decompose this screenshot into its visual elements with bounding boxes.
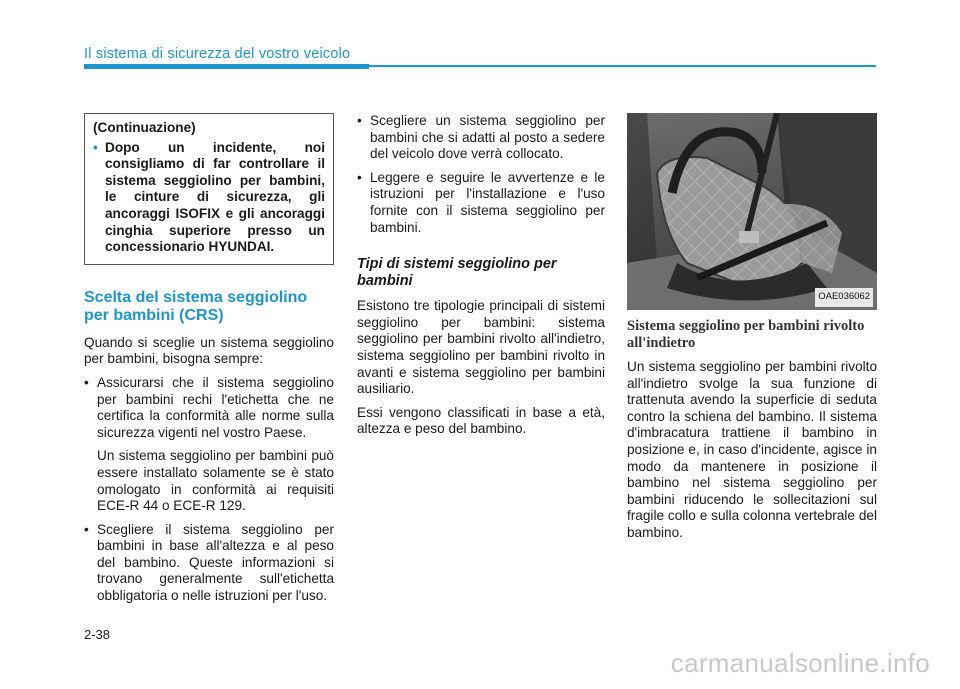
list-item [84, 522, 334, 605]
list-item-text: Scegliere un sistema seggiolino per bambini che si adatti al posto a sedere del veicolo dove verrà collocato. [370, 113, 605, 162]
section-heading: Scelta del sistema seggiolino per bambini (CRS) [84, 288, 308, 324]
bullet-icon: • [84, 374, 89, 390]
list-item-text: Leggere e seguire le avvertenze e le istruzioni per l'installazione e l'uso fornite con il sistema seggiolino per bambini. [370, 169, 605, 235]
list-item-continuation: Un sistema seggiolino per bambini può essere installato solamente se è stato omologato in conformità ai requisiti ECE-R 44 o ECE-R 129. [97, 448, 334, 514]
list-item [84, 375, 334, 441]
continuation-title: (Continuazione) [93, 120, 196, 135]
continuation-text: Dopo un incidente, noi consigliamo di far controllare il sistema seggiolino per bambini, le cinture di sicurezza, gli ancoraggi ISOFIX e gli ancoraggi cinghia superiore presso un concessionario HYUNDAI. [105, 139, 325, 255]
figure-heading: Sistema seggiolino per bambini rivolto all'indietro [627, 318, 865, 351]
figure-code: OAE036062 [815, 288, 873, 307]
continuation-box [84, 113, 334, 265]
subheading: Tipi di sistemi seggiolino per bambini [357, 256, 557, 290]
section-header: Il sistema di sicurezza del vostro veicolo [84, 46, 351, 62]
intro-paragraph: Quando si sceglie un sistema seggiolino per bambini, bisogna sempre: [84, 334, 334, 367]
list-item [357, 113, 605, 163]
middle-column [357, 113, 605, 445]
right-column [627, 113, 877, 549]
continuation-bullet [93, 140, 325, 256]
list-item [357, 170, 605, 236]
paragraph: Esistono tre tipologie principali di sistemi seggiolino per bambini: sistema seggiolino per bambini rivolto all'indietro, sistema seggiolino per bambini rivolto in avanti e sistema seggiolino per bambini ausiliario. [357, 298, 605, 397]
page-number: 2-38 [84, 627, 111, 642]
paragraph: Un sistema seggiolino per bambini rivolto all'indietro svolge la sua funzione di trattenuta avendo la superficie di seduta contro la schiena del bambino. Il sistema d'imbracatura trattiene il bambino in posizione e, in caso d'incidente, agisce in modo da mantenere in posizione il bambino nel sistema seggiolino per bambini riducendo le sollecitazioni sul fragile collo e sulla colonna vertebrale del bambino. [627, 359, 877, 540]
list-item-text: Assicurarsi che il sistema seggiolino per bambini rechi l'etichetta che ne certifica la conformità alle norme sulla sicurezza vigenti nel vostro Paese. [97, 374, 334, 440]
bullet-icon: • [357, 169, 362, 185]
bullet-dot-icon: • [93, 139, 98, 155]
bullet-icon: • [84, 521, 89, 537]
header-accent-bar [84, 64, 369, 69]
left-column [84, 113, 334, 612]
rear-facing-seat-illustration [627, 113, 877, 310]
child-seat-photo [627, 113, 877, 310]
watermark: carmanualsonline.info [670, 648, 930, 678]
list-item-text: Scegliere il sistema seggiolino per bambini in base all'altezza e al peso del bambino. Queste informazioni si trovano generalmente sull'etichetta obbligatoria o nelle istruzioni per l'uso. [97, 521, 334, 604]
bullet-icon: • [357, 113, 362, 128]
paragraph: Essi vengono classificati in base a età, altezza e peso del bambino. [357, 404, 605, 437]
